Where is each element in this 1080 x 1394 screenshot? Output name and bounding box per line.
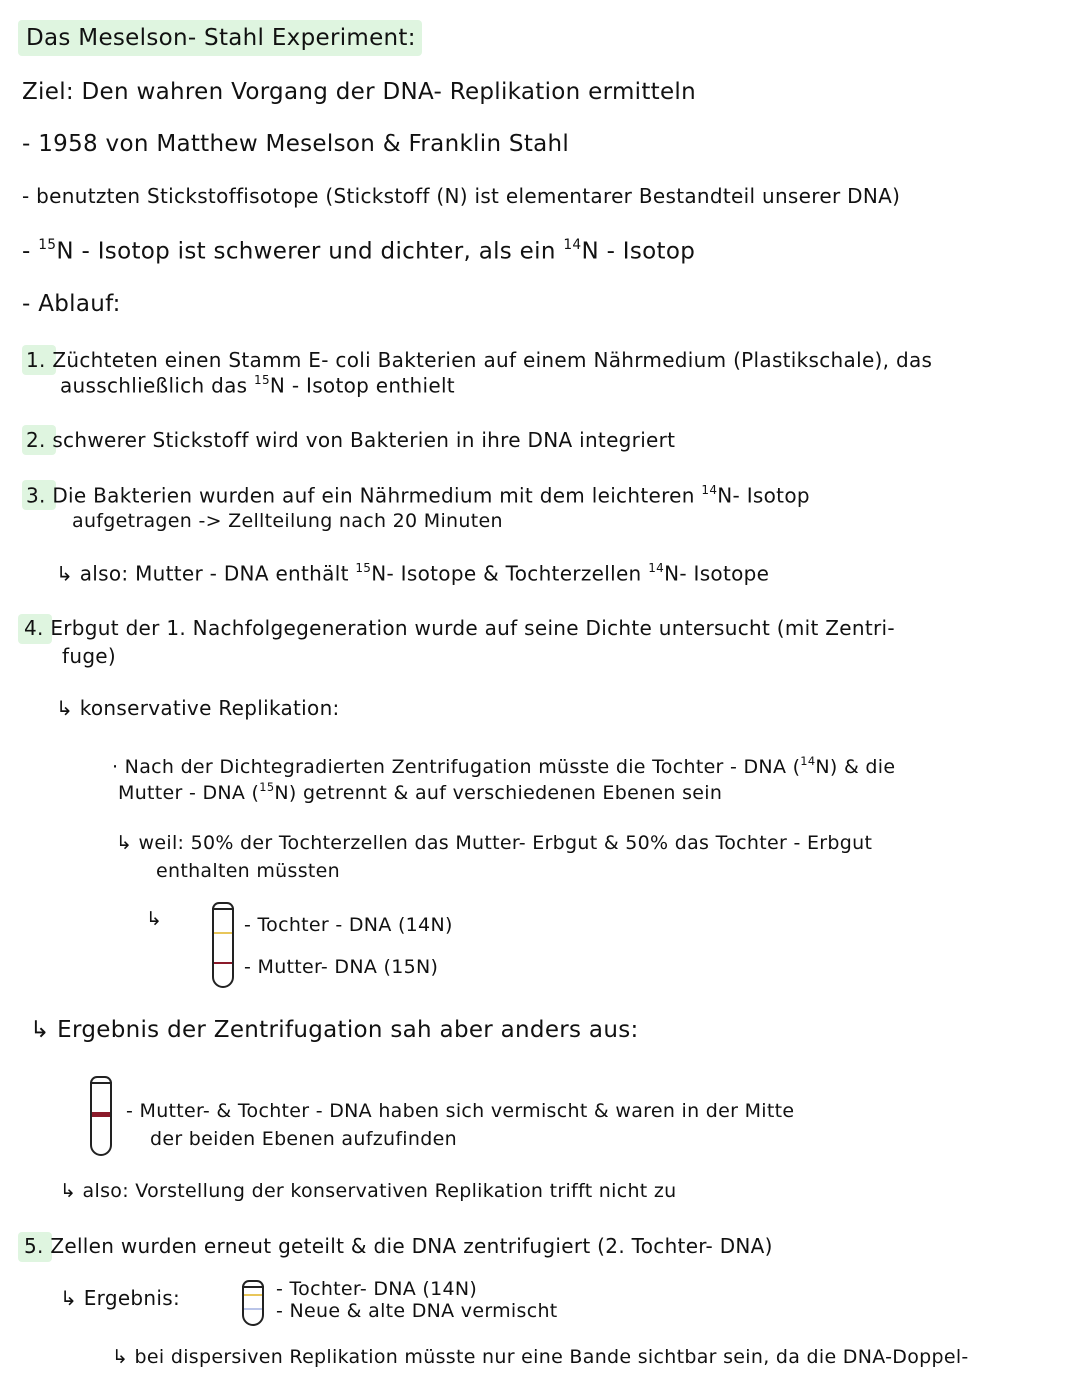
tube2-label-b: der beiden Ebenen aufzufinden — [150, 1128, 457, 1150]
s1b-pre: ausschließlich das — [60, 373, 255, 398]
s4e-pre: Mutter - DNA ( — [118, 781, 260, 804]
tube1-rim — [212, 908, 234, 910]
step-3-line-c — [56, 562, 769, 584]
step-4-because-a: ↳ weil: 50% der Tochterzellen das Mutter- Erbgut & 50% das Tochter - Erbgut — [116, 832, 873, 854]
conclusion-line: ↳ also: Vorstellung der konservativen Replikation trifft nicht zu — [60, 1180, 677, 1202]
tube1-label-daughter: - Tochter - DNA (14N) — [244, 914, 453, 936]
b3-end: N - Isotop — [581, 238, 696, 265]
tube1-label-mother: - Mutter- DNA (15N) — [244, 956, 439, 978]
s4d-sup: 14 — [800, 754, 816, 768]
step-1-line-b — [60, 374, 455, 396]
s3c-post: N- Isotope — [664, 561, 770, 586]
step-4-conservative: ↳ konservative Replikation: — [56, 696, 340, 720]
step-4-line-a: 4. Erbgut der 1. Nachfolgegeneration wurde auf seine Dichte untersucht (mit Zentri- — [24, 616, 895, 640]
s3a-sup: 14 — [701, 483, 718, 497]
result-line: ↳ Ergebnis der Zentrifugation sah aber anders aus: — [30, 1017, 639, 1043]
s1b-sup: 15 — [254, 373, 270, 387]
page-title: Das Meselson- Stahl Experiment: — [26, 25, 416, 51]
step-1-line-a: 1. Züchteten einen Stamm E- coli Bakterien auf einem Nährmedium (Plastikschale), das — [26, 348, 933, 372]
test-tube-1 — [212, 902, 234, 988]
bullet-ablauf: - Ablauf: — [22, 291, 121, 317]
s3c-pre: ↳ also: Mutter - DNA enthält — [56, 561, 356, 586]
bullet-n15-heavier — [22, 238, 695, 264]
tube3-rim — [242, 1286, 264, 1288]
tube2-band-mixed — [92, 1112, 110, 1117]
goal-line: Ziel: Den wahren Vorgang der DNA- Replikation ermitteln — [22, 79, 696, 105]
step-5-result: ↳ Ergebnis: — [60, 1286, 181, 1310]
s3a-pre: 3. Die Bakterien wurden auf ein Nährmedium mit dem leichteren — [26, 483, 702, 508]
s4e-sup: 15 — [259, 780, 275, 794]
step-3-line-b: aufgetragen -> Zellteilung nach 20 Minuten — [72, 510, 503, 532]
s3a-post: N- Isotop — [717, 483, 810, 508]
step-5-dispersive: ↳ bei dispersiven Replikation müsste nur eine Bande sichtbar sein, da die DNA-Doppel- — [112, 1346, 969, 1368]
s4e-post: N) getrennt & auf verschiedenen Ebenen sein — [274, 781, 723, 804]
s3c-sup1: 15 — [355, 561, 372, 575]
step-4-density-a — [112, 756, 895, 778]
tube3-label-b: - Neue & alte DNA vermischt — [276, 1300, 558, 1322]
tube2-rim — [90, 1082, 112, 1084]
s3c-sup2: 14 — [648, 561, 665, 575]
step-4-line-b: fuge) — [62, 644, 117, 668]
tube3-band-mixed — [244, 1308, 262, 1310]
step-5-line: 5. Zellen wurden erneut geteilt & die DNA zentrifugiert (2. Tochter- DNA) — [24, 1234, 773, 1258]
b3-mid: N - Isotop ist schwerer und dichter, als ein — [56, 238, 564, 265]
b3-prefix: - — [22, 238, 39, 265]
s1b-post: N - Isotop enthielt — [269, 373, 455, 398]
tube3-label-a: - Tochter- DNA (14N) — [276, 1278, 478, 1300]
tube1-band-daughter — [214, 932, 232, 934]
s4d-post: N) & die — [815, 755, 896, 778]
test-tube-2 — [90, 1076, 112, 1156]
test-tube-3 — [242, 1280, 264, 1326]
tube1-arrow: ↳ — [146, 908, 163, 930]
tube3-band-daughter — [244, 1294, 262, 1296]
step-3-line-a — [26, 484, 810, 506]
bullet-1958: - 1958 von Matthew Meselson & Franklin Stahl — [22, 131, 570, 157]
b3-sup-15: 15 — [38, 237, 57, 253]
s4d-pre: · Nach der Dichtegradierten Zentrifugation müsste die Tochter - DNA ( — [112, 755, 801, 778]
b3-sup-14: 14 — [563, 237, 582, 253]
s3c-mid: N- Isotope & Tochterzellen — [371, 561, 649, 586]
step-2-line: 2. schwerer Stickstoff wird von Bakterien in ihre DNA integriert — [26, 428, 676, 452]
bullet-isotopes: - benutzten Stickstoffisotope (Stickstoff (N) ist elementarer Bestandteil unserer DNA) — [22, 184, 901, 208]
tube1-band-mother — [214, 962, 232, 964]
step-4-density-b — [118, 782, 722, 804]
tube2-label-a: - Mutter- & Tochter - DNA haben sich vermischt & waren in der Mitte — [126, 1100, 795, 1122]
step-4-because-b: enthalten müssten — [156, 860, 340, 882]
